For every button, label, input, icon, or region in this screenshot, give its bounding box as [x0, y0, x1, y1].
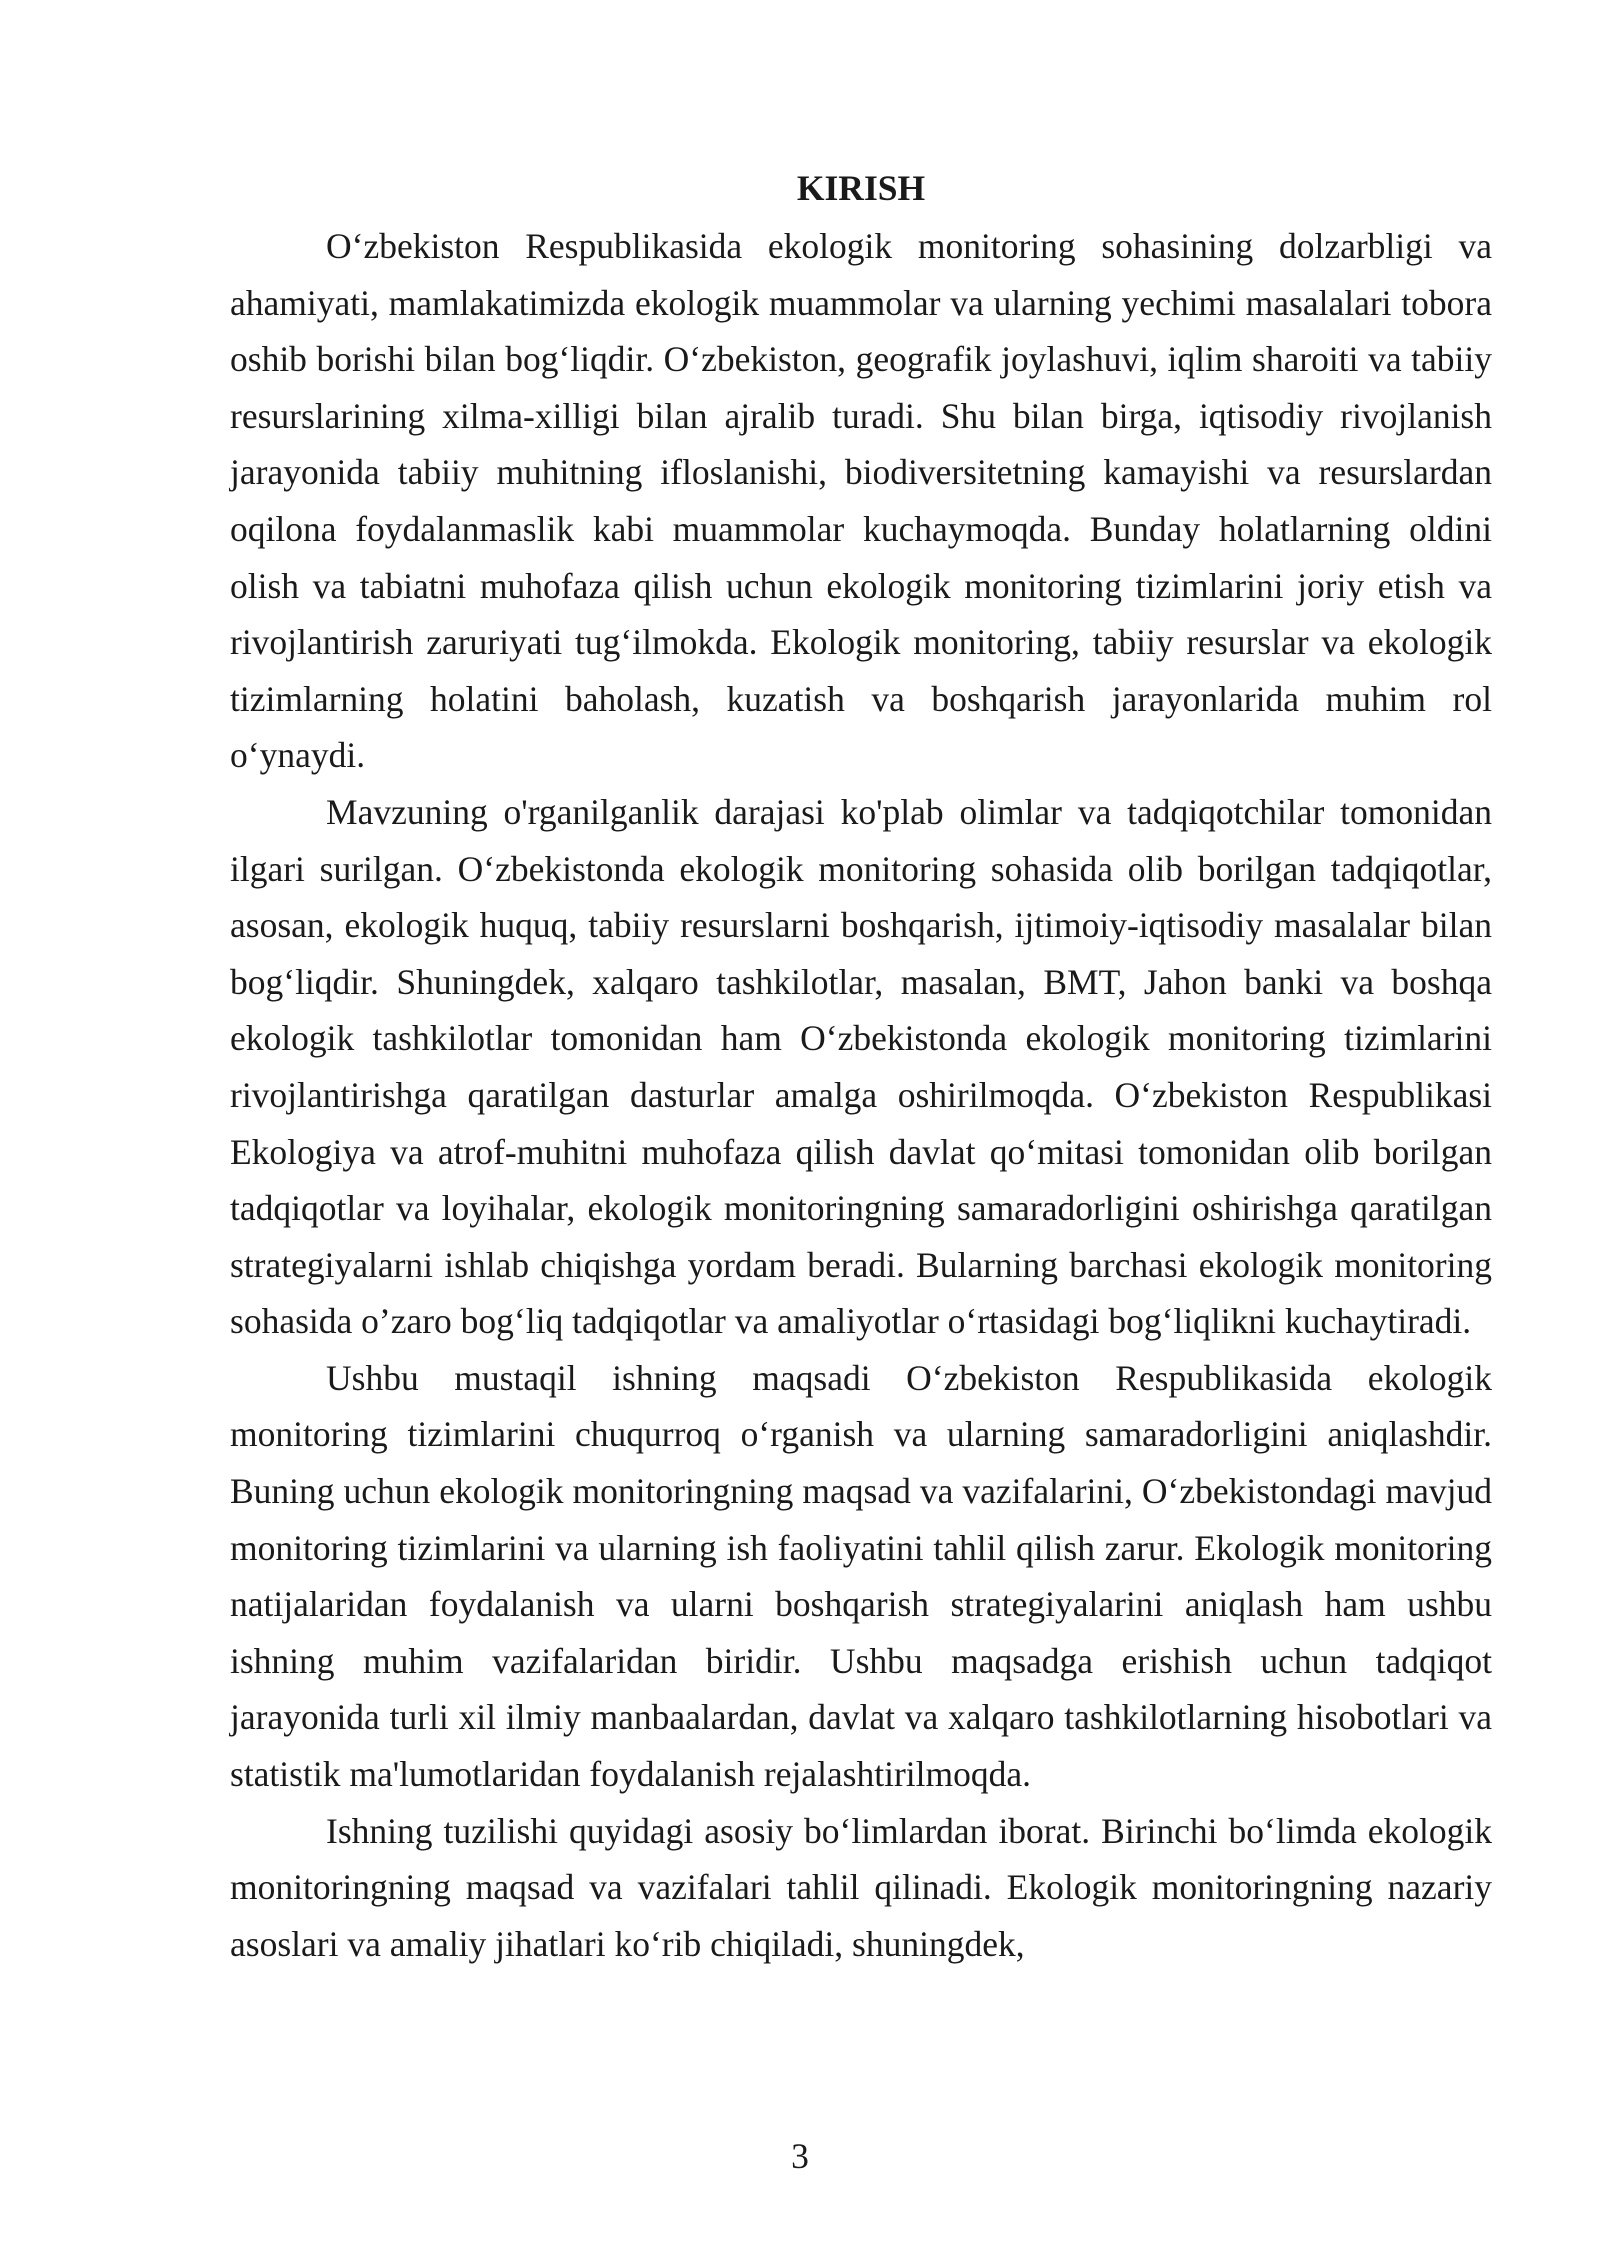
paragraph-4: Ishning tuzilishi quyidagi asosiy bo‘limlardan iborat. Birinchi bo‘limda ekologik monitoringning maqsad va vazifalari tahlil qilinadi. Ekologik monitoringning nazariy asoslari va amaliy jihatlari ko‘rib chiqiladi, shuningdek,	[230, 1810, 1492, 1964]
paragraph-3: Ushbu mustaqil ishning maqsadi O‘zbekiston Respublikasida ekologik monitoring tizimlarini chuqurroq o‘rganish va ularning samaradorligini aniqlashdir. Buning uchun ekologik monitoringning maqsad va vazifalarini, O‘zbekistondagi mavjud monitoring tizimlarini va ularning ish faoliyatini tahlil qilish zarur. Ekologik monitoring natijalaridan foydalanish va ularni boshqarish strategiyalarini aniqlash ham ushbu ishning muhim vazifalaridan biridir. Ushbu maqsadga erishish uchun tadqiqot jarayonida turli xil ilmiy manbaalardan, davlat va xalqaro tashkilotlarning hisobotlari va statistik ma'lumotlaridan foydalanish rejalashtirilmoqda.	[230, 1357, 1492, 1795]
paragraph-2: Mavzuning o'rganilganlik darajasi ko'plab olimlar va tadqiqotchilar tomonidan ilgari surilgan. O‘zbekistonda ekologik monitoring sohasida olib borilgan tadqiqotlar, asosan, ekologik huquq, tabiiy resurslarni boshqarish, ijtimoiy-iqtisodiy masalalar bilan bog‘liqdir. Shuningdek, xalqaro tashkilotlar, masalan, BMT, Jahon banki va boshqa ekologik tashkilotlar tomonidan ham O‘zbekistonda ekologik monitoring tizimlarini rivojlantirishga qaratilgan dasturlar amalga oshirilmoqda. O‘zbekiston Respublikasi Ekologiya va atrof-muhitni muhofaza qilish davlat qo‘mitasi tomonidan olib borilgan tadqiqotlar va loyihalar, ekologik monitoringning samaradorligini oshirishga qaratilgan strategiyalarni ishlab chiqishga yordam beradi. Bularning barchasi ekologik monitoring sohasida o’zaro bog‘liq tadqiqotlar va amaliyotlar o‘rtasidagi bog‘liqlikni kuchaytiradi.	[230, 791, 1492, 1342]
page-body	[230, 160, 1492, 1972]
paragraph-1: O‘zbekiston Respublikasida ekologik monitoring sohasining dolzarbligi va ahamiyati, mamlakatimizda ekologik muammolar va ularning yechimi masalalari tobora oshib borishi bilan bog‘liqdir. O‘zbekiston, geografik joylashuvi, iqlim sharoiti va tabiiy resurslarining xilma-xilligi bilan ajralib turadi. Shu bilan birga, iqtisodiy rivojlanish jarayonida tabiiy muhitning ifloslanishi, biodiversitetning kamayishi va resurslardan oqilona foydalanmaslik kabi muammolar kuchaymoqda. Bunday holatlarning oldini olish va tabiatni muhofaza qilish uchun ekologik monitoring tizimlarini joriy etish va rivojlantirish zaruriyati tug‘ilmokda. Ekologik monitoring, tabiiy resurslar va ekologik tizimlarning holatini baholash, kuzatish va boshqarish jarayonlarida muhim rol o‘ynaydi.	[230, 226, 1492, 776]
page-number: 3	[791, 2136, 809, 2176]
section-title: KIRISH	[796, 168, 926, 208]
